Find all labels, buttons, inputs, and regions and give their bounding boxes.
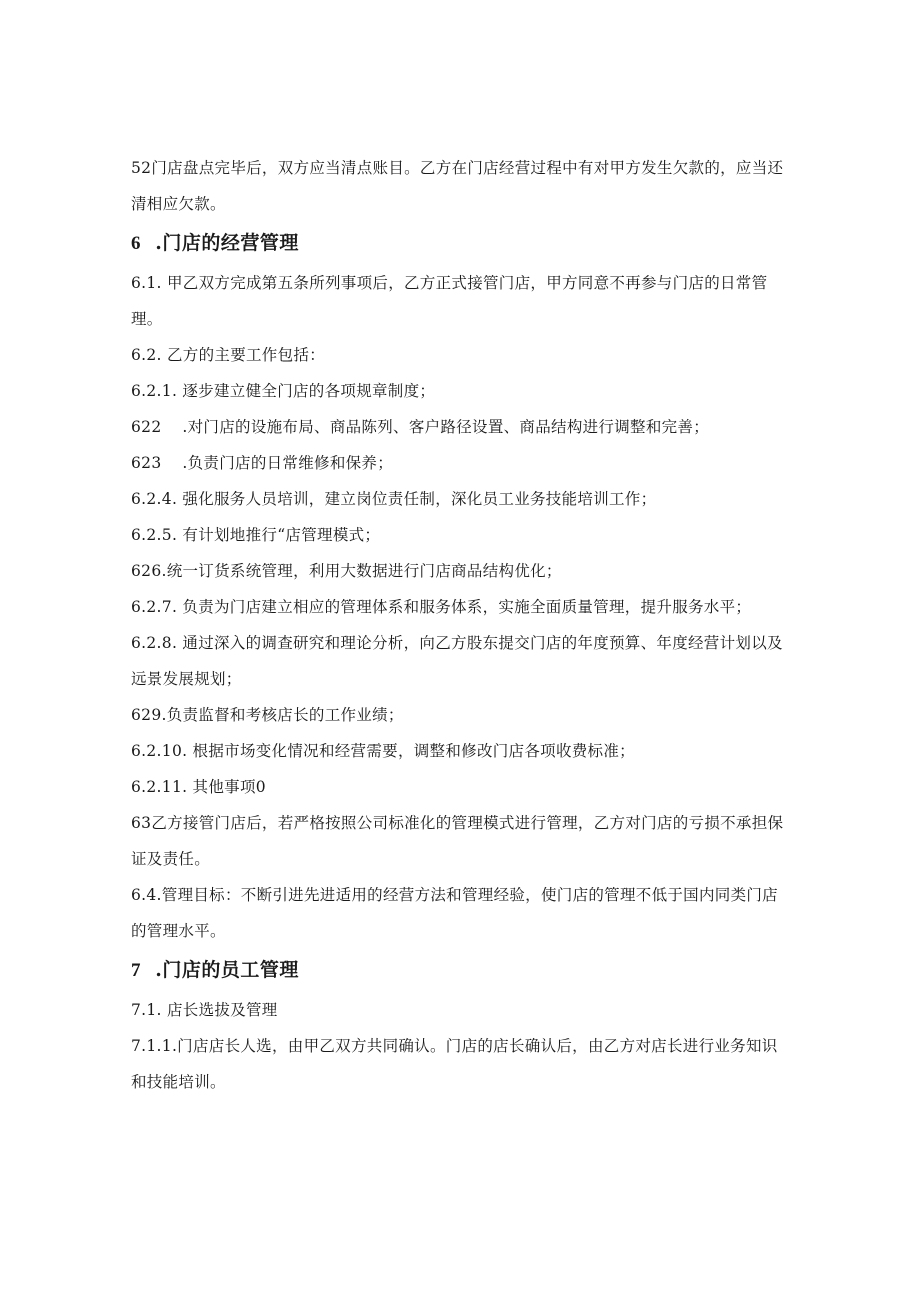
paragraph-6-3: 63乙方接管门店后，若严格按照公司标准化的管理模式进行管理，乙方对门店的亏损不承担保证及责任。	[131, 814, 784, 868]
section-heading-7	[131, 949, 791, 992]
document-body	[131, 150, 791, 1100]
paragraph-6-2-7: 6.2.7. 负责为门店建立相应的管理体系和服务体系，实施全面质量管理，提升服务水平；	[131, 598, 752, 616]
paragraph-6-2-4: 6.2.4. 强化服务人员培训，建立岗位责任制，深化员工业务技能培训工作；	[131, 490, 657, 508]
paragraph-6-2-3: 623 .负责门店的日常维修和保养；	[131, 454, 394, 472]
section-heading-6	[131, 222, 791, 265]
paragraph-6-2-6: 626.统一订货系统管理，利用大数据进行门店商品结构优化；	[131, 562, 562, 580]
paragraph-7-1: 7.1. 店长选拔及管理	[131, 1001, 278, 1019]
paragraph-6-2-1: 6.2.1. 逐步建立健全门店的各项规章制度；	[131, 382, 436, 400]
paragraph-7-1-1: 7.1.1.门店店长人选，由甲乙双方共同确认。门店的店长确认后，由乙方对店长进行业务知识和技能培训。	[131, 1037, 778, 1091]
paragraph-6-2-9: 629.负责监督和考核店长的工作业绩；	[131, 706, 404, 724]
paragraph-6-1: 6.1. 甲乙双方完成第五条所列事项后，乙方正式接管门店，甲方同意不再参与门店的日常管理。	[131, 274, 768, 328]
paragraph-6-2-11: 6.2.11. 其他事项0	[131, 778, 266, 796]
section-title-6: .门店的经营管理	[141, 232, 299, 254]
section-title-7: .门店的员工管理	[141, 959, 299, 981]
paragraph-6-2: 6.2. 乙方的主要工作包括：	[131, 346, 326, 364]
section-number-7: 7	[131, 960, 141, 981]
paragraph-5-2: 52门店盘点完毕后，双方应当清点账目。乙方在门店经营过程中有对甲方发生欠款的，应当还清相应欠款。	[131, 159, 784, 213]
paragraph-6-2-5: 6.2.5. 有计划地推行“店管理模式；	[131, 526, 381, 544]
paragraph-6-2-8: 6.2.8. 通过深入的调查研究和理论分析，向乙方股东提交门店的年度预算、年度经营计划以及远景发展规划；	[131, 634, 783, 688]
paragraph-6-4: 6.4.管理目标：不断引进先进适用的经营方法和管理经验，使门店的管理不低于国内同类门店的管理水平。	[131, 886, 778, 940]
paragraph-6-2-2: 622 .对门店的设施布局、商品陈列、客户路径设置、商品结构进行调整和完善；	[131, 418, 710, 436]
section-number-6: 6	[131, 233, 141, 254]
paragraph-6-2-10: 6.2.10. 根据市场变化情况和经营需要，调整和修改门店各项收费标准；	[131, 742, 635, 760]
